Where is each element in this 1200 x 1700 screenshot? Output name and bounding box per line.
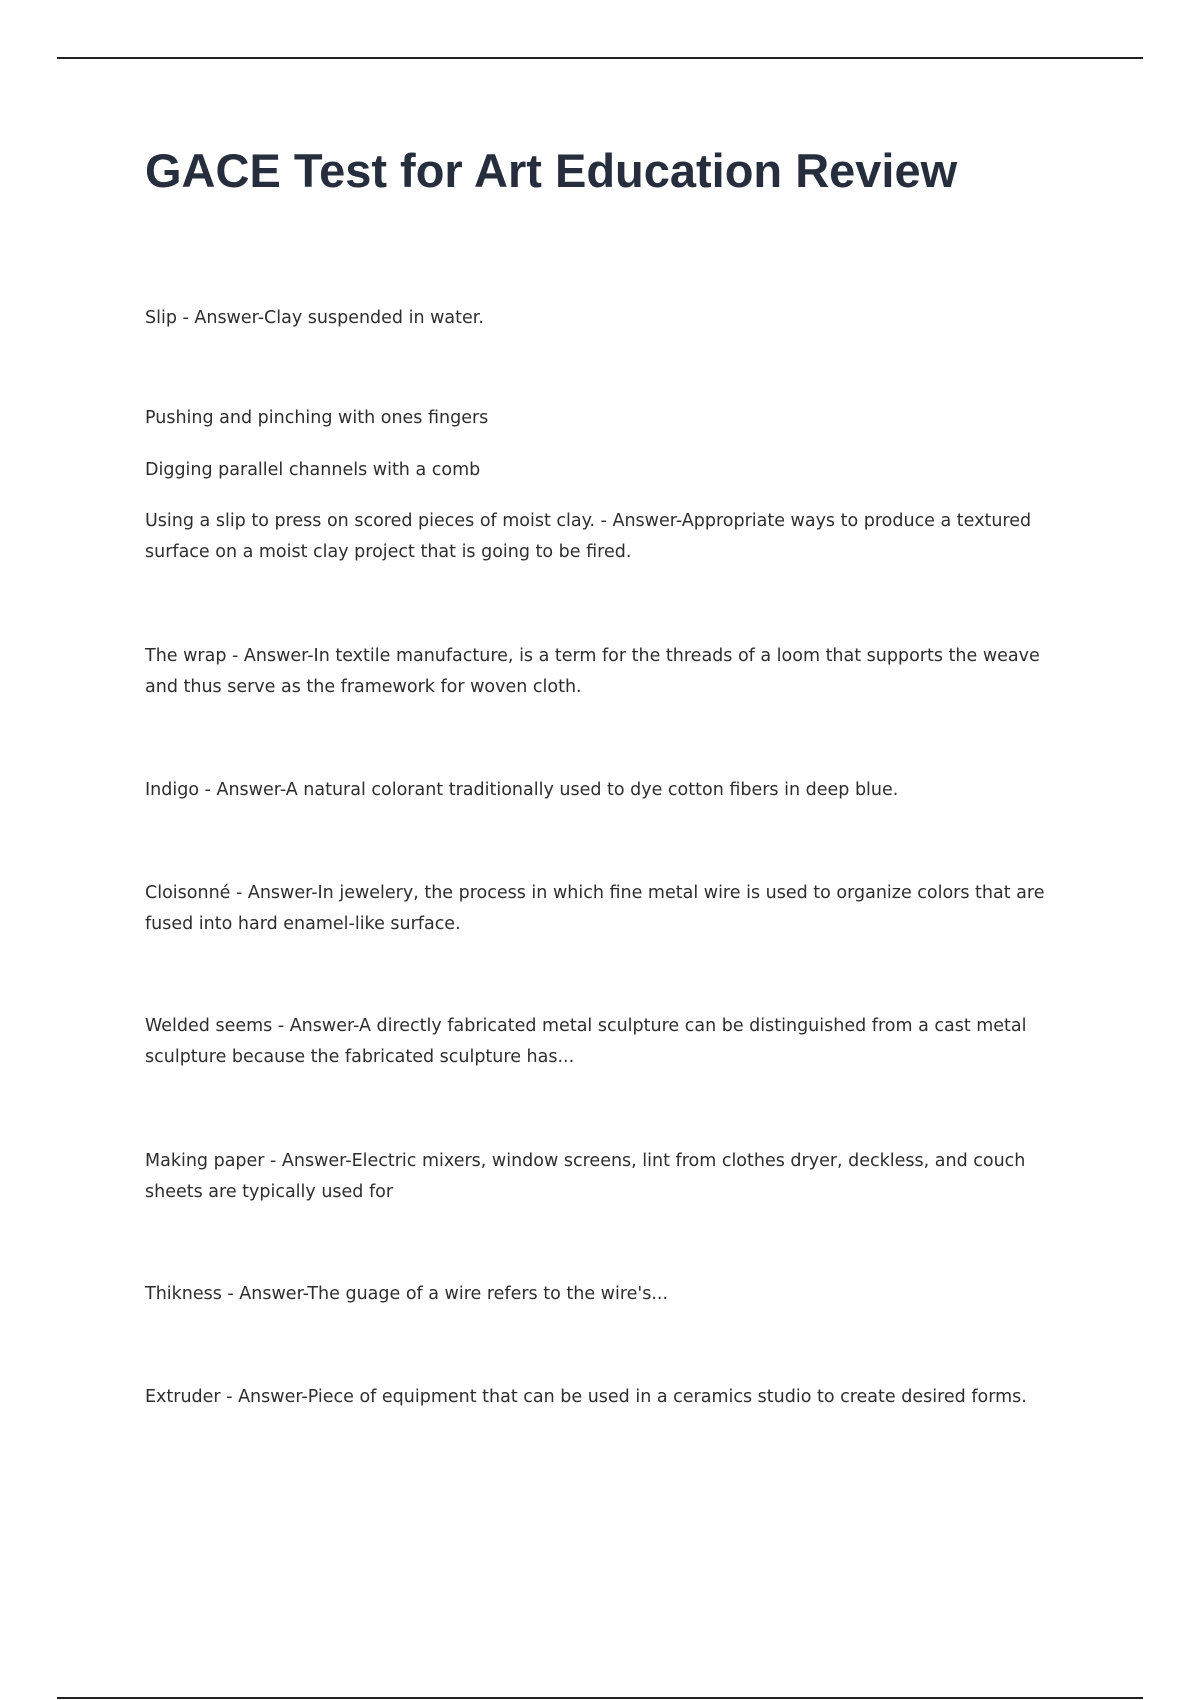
entry-using-slip: Using a slip to press on scored pieces of moist clay. - Answer-Appropriate ways to produce a textured surface on a moist clay project that is going to be fired. [145,511,1032,562]
entry-pushing-pinching: Pushing and pinching with ones fingers [145,408,489,428]
entry-welded-seems: Welded seems - Answer-A directly fabricated metal sculpture can be distinguished from a cast metal sculpture because the fabricated sculpture has... [145,1016,1027,1067]
entry-digging-channels: Digging parallel channels with a comb [145,460,481,480]
entry-thikness: Thikness - Answer-The guage of a wire refers to the wire's... [145,1284,669,1304]
entry-cloisonne: Cloisonné - Answer-In jewelery, the process in which fine metal wire is used to organize colors that are fused into hard enamel-like surface. [145,883,1045,934]
entry-making-paper: Making paper - Answer-Electric mixers, window screens, lint from clothes dryer, deckless, and couch sheets are typically used for [145,1151,1026,1202]
entry-the-wrap: The wrap - Answer-In textile manufacture, is a term for the threads of a loom that supports the weave and thus serve as the framework for woven cloth. [145,646,1040,697]
top-rule [57,57,1143,59]
entry-indigo: Indigo - Answer-A natural colorant traditionally used to dye cotton fibers in deep blue. [145,780,899,800]
document-title: GACE Test for Art Education Review [145,144,958,197]
entry-slip: Slip - Answer-Clay suspended in water. [145,308,484,328]
entry-extruder: Extruder - Answer-Piece of equipment that can be used in a ceramics studio to create desired forms. [145,1387,1027,1407]
bottom-rule [57,1697,1143,1699]
